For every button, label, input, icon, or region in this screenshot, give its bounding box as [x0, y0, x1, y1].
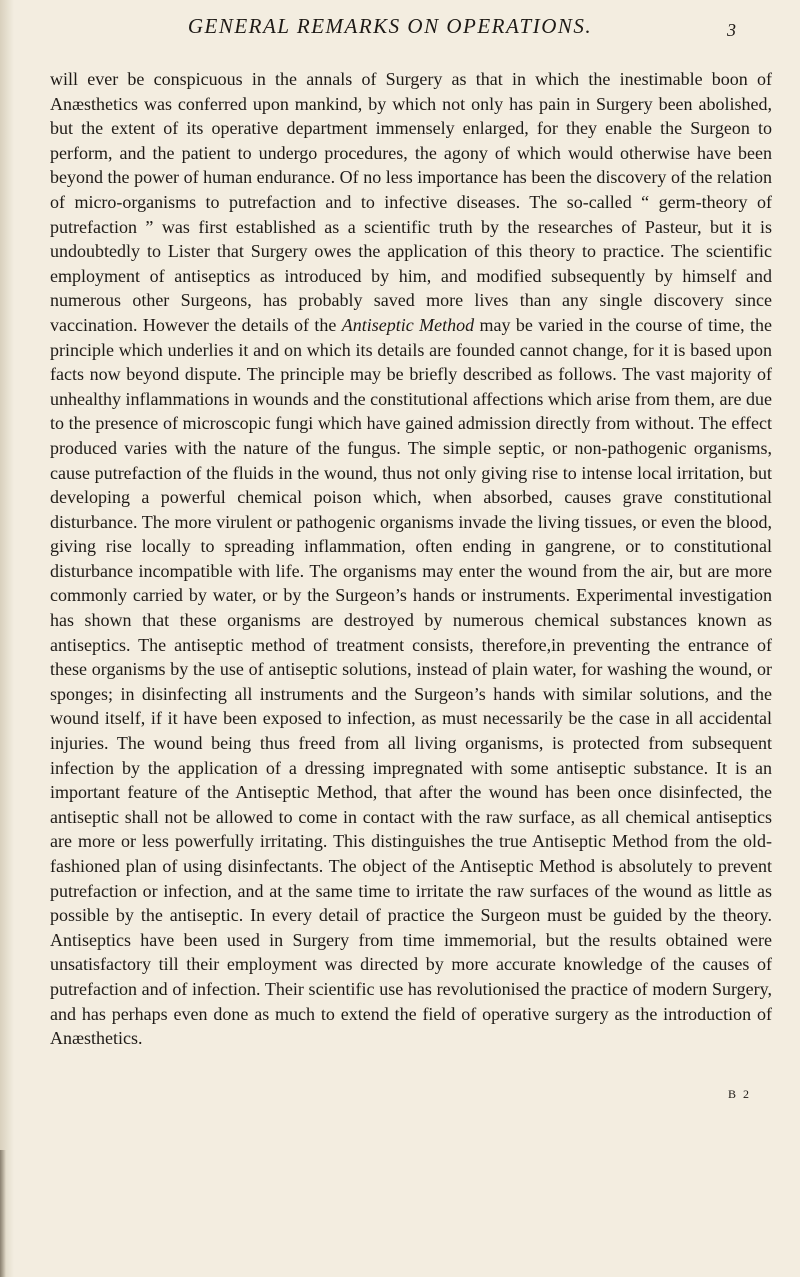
italic-term: Antiseptic Method	[341, 314, 475, 335]
page-number: 3	[727, 20, 736, 40]
body-text-part-2: may be varied in the course of time, the principle which underlies it and on which its details are founded cannot change, for it is based upon facts now beyond dispute. The principle may be briefly described as follows. The vast majority of unhealthy inflammations in wounds and the constitutional affections which arise from them, are due to the presence of microscopic fungi which have gained admission directly from without. The effect produced varies with the nature of the fungus. The simple septic, or non-pathogenic organisms, cause putrefaction of the fluids in the wound, thus not only giving rise to intense local irritation, but developing a powerful chemical poison which, when absorbed, causes grave constitutional disturbance. The more virulent or pathogenic organisms invade the living tissues, or even the blood, giving rise locally to spreading inflammation, often ending in gangrene, or to constitutional disturbance incompatible with life. The organisms may enter the wound from the air, but are more commonly carried by water, or by the Surgeon’s hands or instruments. Experimental investigation has shown that these organisms are destroyed by numerous chemical substances known as antiseptics. The antiseptic method of treatment consists, therefore,in preventing the entrance of these organisms by the use of antiseptic solutions, instead of plain water, for washing the wound, or sponges; in disinfecting all instruments and the Surgeon’s hands with similar solutions, and the wound itself, if it have been exposed to infection, as must necessarily be the case in all accidental injuries. The wound being thus freed from all living organisms, is protected from subsequent infection by the application of a dressing impregnated with some antiseptic substance. It is an important feature of the Antiseptic Method, that after the wound has been once disinfected, the antiseptic shall not be allowed to come in contact with the raw surface, as all chemical antiseptics are more or less powerfully irritating. This distinguishes the true Antiseptic Method from the old-fashioned plan of using disinfectants. The object of the Antiseptic Method is absolutely to prevent putrefaction or infection, and at the same time to irritate the raw surfaces of the wound as little as possible by the antiseptic. In every detail of practice the Surgeon must be guided by the theory. Antiseptics have been used in Surgery from time immemorial, but the results obtained were unsatisfactory till their employment was directed by more accurate knowledge of the causes of putrefaction and of infection. Their scientific use has revolutionised the practice of modern Surgery, and has perhaps even done as much to extend the field of operative surgery as the introduction of Anæsthetics.	[50, 314, 772, 1049]
signature-mark: B 2	[728, 1087, 752, 1101]
running-title: GENERAL REMARKS ON OPERATIONS.	[187, 14, 593, 38]
binding-edge	[0, 1150, 6, 1277]
page-header	[0, 14, 800, 54]
body-text-part-1: will ever be conspicuous in the annals of Surgery as that in which the inestimable boon of Anæsthetics was conferred upon mankind, by which not only has pain in Surgery been abolished, but the extent of its operative department immensely enlarged, for they enable the Surgeon to perform, and the patient to undergo procedures, the agony of which would otherwise have been beyond the power of human endurance. Of no less importance has been the discovery of the relation of micro-organisms to putrefaction and to infective diseases. The so-called “ germ-theory of putrefaction ” was first established as a scientific truth by the researches of Pasteur, but it is undoubtedly to Lister that Surgery owes the application of this theory to practice. The scientific employment of antiseptics as introduced by him, and modified subsequently by himself and numerous other Surgeons, has probably saved more lives than any single discovery since vaccination. However the details of the	[50, 69, 772, 335]
body-paragraph	[50, 67, 772, 1051]
page-gutter-shadow	[0, 0, 14, 1277]
